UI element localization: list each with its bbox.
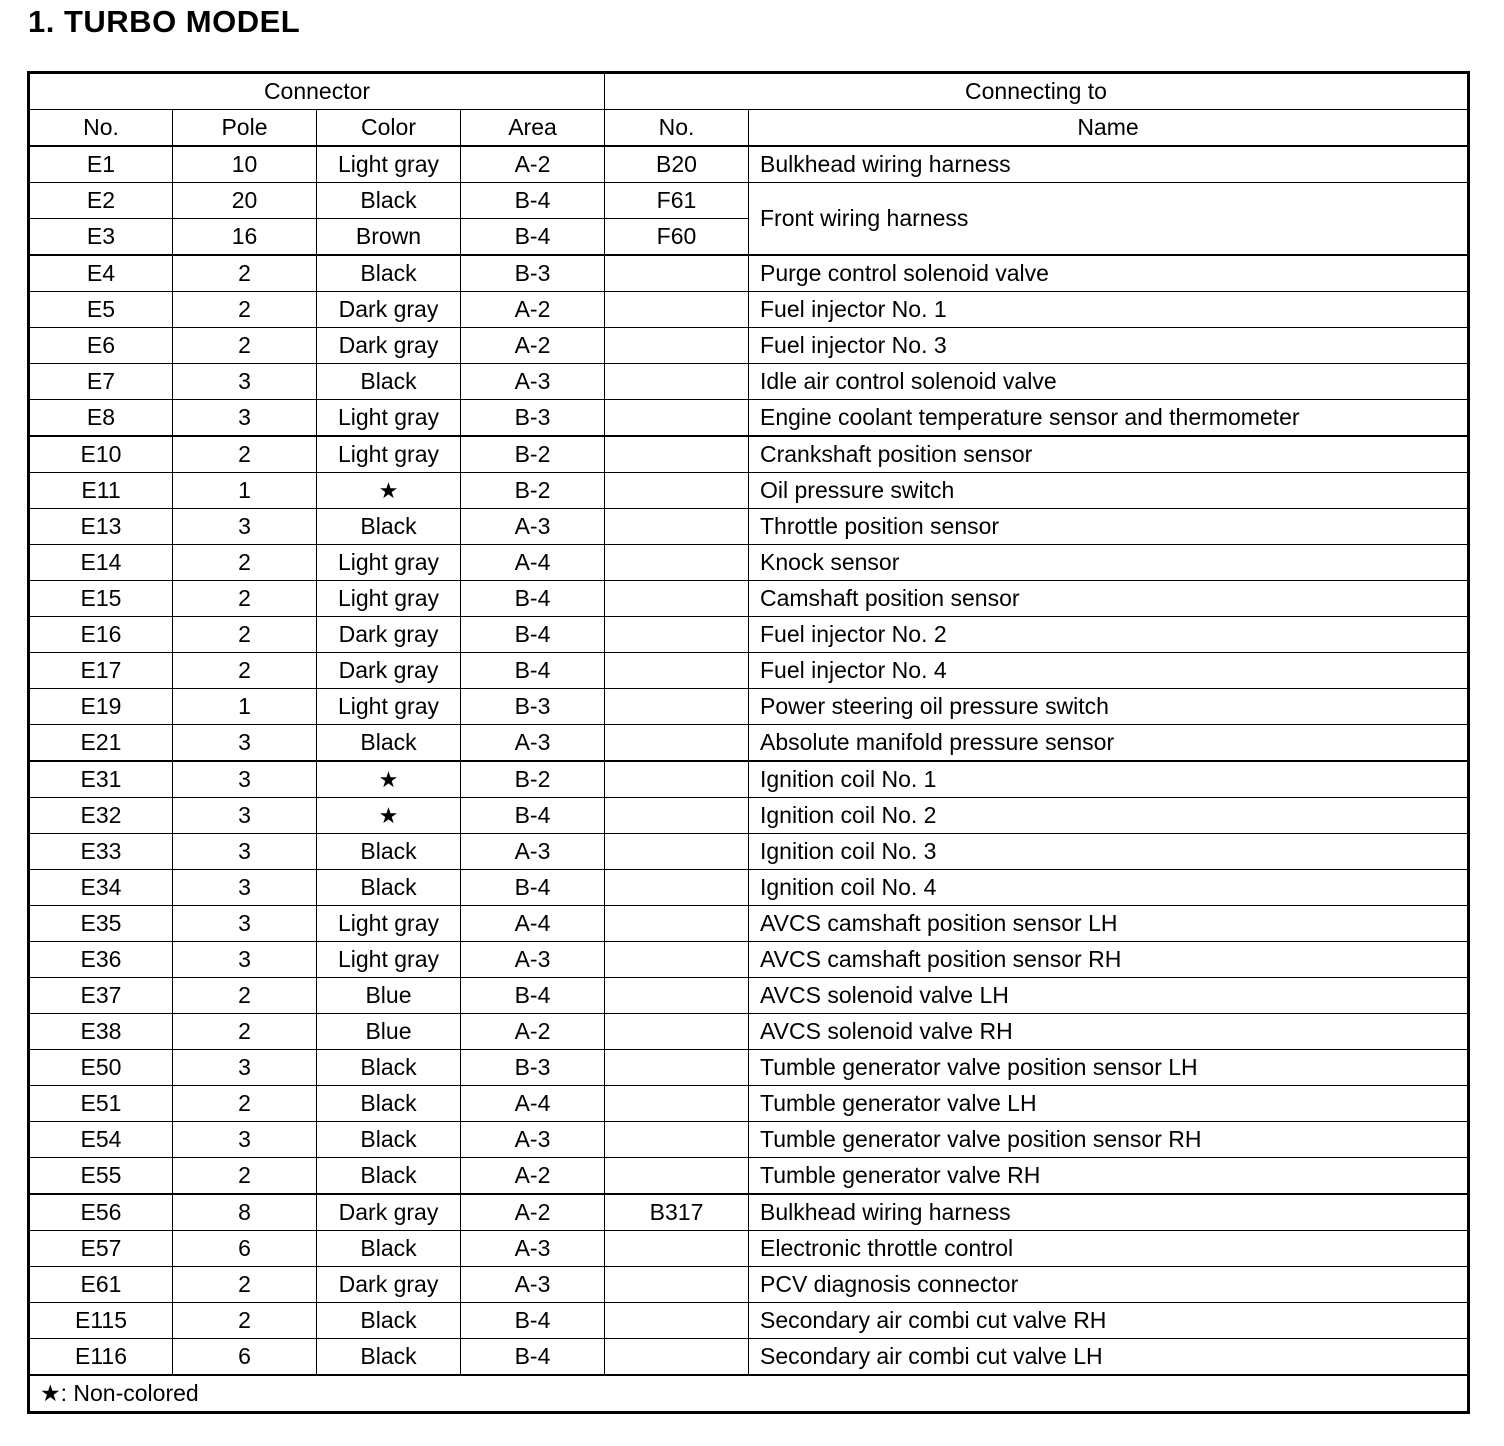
cell-area: B-4	[461, 870, 605, 906]
cell-area: A-2	[461, 292, 605, 328]
cell-no: E55	[29, 1158, 173, 1195]
cell-to-no	[605, 906, 749, 942]
cell-color: Light gray	[317, 400, 461, 437]
table-row	[29, 400, 1469, 437]
cell-to-no	[605, 1050, 749, 1086]
cell-area: A-4	[461, 906, 605, 942]
cell-to-no	[605, 364, 749, 400]
cell-area: B-3	[461, 255, 605, 292]
cell-name: Fuel injector No. 3	[749, 328, 1469, 364]
cell-area: A-3	[461, 834, 605, 870]
table-row	[29, 1339, 1469, 1376]
cell-to-no	[605, 942, 749, 978]
col-header-no: No.	[29, 110, 173, 147]
cell-no: E116	[29, 1339, 173, 1376]
table-body	[29, 146, 1469, 1375]
table-row	[29, 942, 1469, 978]
cell-pole: 2	[173, 581, 317, 617]
cell-no: E4	[29, 255, 173, 292]
cell-no: E115	[29, 1303, 173, 1339]
table-row	[29, 436, 1469, 473]
column-header-row	[29, 110, 1469, 147]
cell-name: Electronic throttle control	[749, 1231, 1469, 1267]
cell-no: E13	[29, 509, 173, 545]
cell-area: A-3	[461, 1267, 605, 1303]
table-row	[29, 1086, 1469, 1122]
table-row	[29, 1267, 1469, 1303]
cell-to-no	[605, 1339, 749, 1376]
table-row	[29, 725, 1469, 762]
cell-name: Engine coolant temperature sensor and thermometer	[749, 400, 1469, 437]
cell-pole: 6	[173, 1339, 317, 1376]
table-row	[29, 1194, 1469, 1231]
cell-pole: 10	[173, 146, 317, 183]
cell-color: Dark gray	[317, 617, 461, 653]
table-row	[29, 1158, 1469, 1195]
cell-name: Fuel injector No. 2	[749, 617, 1469, 653]
cell-name: Fuel injector No. 1	[749, 292, 1469, 328]
cell-to-no	[605, 1303, 749, 1339]
cell-area: A-4	[461, 1086, 605, 1122]
cell-color: Dark gray	[317, 292, 461, 328]
cell-to-no	[605, 1267, 749, 1303]
table-row	[29, 292, 1469, 328]
cell-color: Light gray	[317, 906, 461, 942]
connector-table	[27, 71, 1470, 1414]
cell-no: E14	[29, 545, 173, 581]
table-row	[29, 509, 1469, 545]
cell-to-no: F60	[605, 219, 749, 256]
cell-no: E19	[29, 689, 173, 725]
cell-area: A-2	[461, 146, 605, 183]
col-header-name: Name	[749, 110, 1469, 147]
cell-pole: 16	[173, 219, 317, 256]
cell-color: Black	[317, 1158, 461, 1195]
cell-area: B-4	[461, 1339, 605, 1376]
table-row	[29, 834, 1469, 870]
cell-to-no	[605, 545, 749, 581]
cell-area: A-2	[461, 328, 605, 364]
cell-area: B-4	[461, 798, 605, 834]
cell-to-no	[605, 978, 749, 1014]
cell-to-no	[605, 689, 749, 725]
cell-color: Black	[317, 509, 461, 545]
table-row	[29, 473, 1469, 509]
cell-no: E50	[29, 1050, 173, 1086]
cell-name: Ignition coil No. 4	[749, 870, 1469, 906]
table-row	[29, 870, 1469, 906]
cell-color: Dark gray	[317, 1267, 461, 1303]
cell-name: PCV diagnosis connector	[749, 1267, 1469, 1303]
table-row	[29, 906, 1469, 942]
cell-name: Oil pressure switch	[749, 473, 1469, 509]
connecting-to-group-header: Connecting to	[605, 73, 1469, 110]
cell-to-no: F61	[605, 183, 749, 219]
cell-name: Bulkhead wiring harness	[749, 1194, 1469, 1231]
cell-name: Fuel injector No. 4	[749, 653, 1469, 689]
cell-area: B-4	[461, 653, 605, 689]
cell-to-no	[605, 473, 749, 509]
cell-pole: 1	[173, 473, 317, 509]
cell-pole: 3	[173, 400, 317, 437]
cell-color: Black	[317, 1086, 461, 1122]
cell-no: E34	[29, 870, 173, 906]
cell-to-no	[605, 617, 749, 653]
cell-to-no	[605, 436, 749, 473]
cell-area: B-2	[461, 473, 605, 509]
cell-area: A-3	[461, 725, 605, 762]
cell-pole: 2	[173, 255, 317, 292]
cell-name: AVCS camshaft position sensor LH	[749, 906, 1469, 942]
cell-to-no	[605, 400, 749, 437]
table-row	[29, 364, 1469, 400]
cell-color: Light gray	[317, 146, 461, 183]
cell-color: ★	[317, 798, 461, 834]
cell-name: Power steering oil pressure switch	[749, 689, 1469, 725]
cell-area: B-3	[461, 1050, 605, 1086]
cell-to-no	[605, 292, 749, 328]
cell-no: E35	[29, 906, 173, 942]
col-header-pole: Pole	[173, 110, 317, 147]
col-header-area: Area	[461, 110, 605, 147]
cell-name: Secondary air combi cut valve RH	[749, 1303, 1469, 1339]
cell-to-no	[605, 1086, 749, 1122]
cell-area: A-3	[461, 942, 605, 978]
cell-color: Black	[317, 834, 461, 870]
cell-name: Throttle position sensor	[749, 509, 1469, 545]
cell-pole: 8	[173, 1194, 317, 1231]
cell-area: B-2	[461, 761, 605, 798]
table-row	[29, 1122, 1469, 1158]
cell-color: Light gray	[317, 689, 461, 725]
cell-no: E54	[29, 1122, 173, 1158]
cell-pole: 3	[173, 1050, 317, 1086]
cell-no: E7	[29, 364, 173, 400]
cell-area: B-4	[461, 581, 605, 617]
cell-color: ★	[317, 761, 461, 798]
col-header-color: Color	[317, 110, 461, 147]
cell-to-no	[605, 1158, 749, 1195]
cell-no: E21	[29, 725, 173, 762]
cell-color: Black	[317, 183, 461, 219]
cell-area: A-3	[461, 509, 605, 545]
cell-no: E38	[29, 1014, 173, 1050]
table-row	[29, 1050, 1469, 1086]
cell-name: Secondary air combi cut valve LH	[749, 1339, 1469, 1376]
cell-to-no	[605, 581, 749, 617]
cell-name: Idle air control solenoid valve	[749, 364, 1469, 400]
cell-name: Front wiring harness	[749, 183, 1469, 256]
cell-name: Tumble generator valve RH	[749, 1158, 1469, 1195]
cell-pole: 2	[173, 1014, 317, 1050]
page-title: 1. TURBO MODEL	[28, 4, 301, 39]
cell-to-no	[605, 328, 749, 364]
table-row	[29, 653, 1469, 689]
cell-pole: 3	[173, 364, 317, 400]
cell-area: A-3	[461, 1231, 605, 1267]
cell-no: E10	[29, 436, 173, 473]
cell-no: E56	[29, 1194, 173, 1231]
table-row	[29, 689, 1469, 725]
cell-color: Black	[317, 1050, 461, 1086]
table-row	[29, 1303, 1469, 1339]
cell-color: Black	[317, 1122, 461, 1158]
cell-color: Light gray	[317, 545, 461, 581]
table-row	[29, 545, 1469, 581]
table-row	[29, 798, 1469, 834]
cell-no: E8	[29, 400, 173, 437]
cell-name: AVCS solenoid valve LH	[749, 978, 1469, 1014]
cell-area: B-4	[461, 1303, 605, 1339]
cell-pole: 3	[173, 798, 317, 834]
cell-name: AVCS solenoid valve RH	[749, 1014, 1469, 1050]
cell-pole: 3	[173, 725, 317, 762]
cell-pole: 2	[173, 1158, 317, 1195]
cell-color: Light gray	[317, 942, 461, 978]
cell-name: Ignition coil No. 1	[749, 761, 1469, 798]
cell-to-no	[605, 725, 749, 762]
cell-color: Brown	[317, 219, 461, 256]
connector-group-header: Connector	[29, 73, 605, 110]
table-row	[29, 617, 1469, 653]
cell-pole: 6	[173, 1231, 317, 1267]
cell-color: Light gray	[317, 436, 461, 473]
cell-color: Black	[317, 870, 461, 906]
cell-pole: 2	[173, 545, 317, 581]
cell-area: A-3	[461, 364, 605, 400]
cell-area: B-3	[461, 689, 605, 725]
cell-pole: 2	[173, 436, 317, 473]
cell-name: Knock sensor	[749, 545, 1469, 581]
cell-color: Black	[317, 1303, 461, 1339]
cell-to-no: B20	[605, 146, 749, 183]
table-row	[29, 1014, 1469, 1050]
cell-no: E5	[29, 292, 173, 328]
cell-to-no	[605, 653, 749, 689]
table-row	[29, 146, 1469, 183]
cell-pole: 2	[173, 292, 317, 328]
cell-pole: 3	[173, 509, 317, 545]
cell-no: E36	[29, 942, 173, 978]
table-row	[29, 183, 1469, 219]
cell-color: Black	[317, 725, 461, 762]
cell-area: B-4	[461, 978, 605, 1014]
cell-no: E61	[29, 1267, 173, 1303]
cell-color: Dark gray	[317, 328, 461, 364]
cell-area: A-2	[461, 1194, 605, 1231]
cell-pole: 2	[173, 328, 317, 364]
cell-name: Ignition coil No. 3	[749, 834, 1469, 870]
cell-color: Black	[317, 1231, 461, 1267]
cell-to-no	[605, 870, 749, 906]
cell-color: Light gray	[317, 581, 461, 617]
cell-no: E15	[29, 581, 173, 617]
table-row	[29, 1231, 1469, 1267]
footnote-row	[29, 1375, 1469, 1413]
cell-name: Tumble generator valve position sensor RH	[749, 1122, 1469, 1158]
group-header-row	[29, 73, 1469, 110]
cell-color: ★	[317, 473, 461, 509]
cell-to-no	[605, 1122, 749, 1158]
cell-area: B-4	[461, 219, 605, 256]
cell-no: E6	[29, 328, 173, 364]
cell-no: E11	[29, 473, 173, 509]
cell-no: E33	[29, 834, 173, 870]
cell-area: B-3	[461, 400, 605, 437]
cell-area: A-4	[461, 545, 605, 581]
cell-name: Ignition coil No. 2	[749, 798, 1469, 834]
col-header-to-no: No.	[605, 110, 749, 147]
table-row	[29, 761, 1469, 798]
cell-name: Camshaft position sensor	[749, 581, 1469, 617]
cell-area: B-4	[461, 617, 605, 653]
cell-area: A-2	[461, 1014, 605, 1050]
cell-no: E16	[29, 617, 173, 653]
cell-pole: 1	[173, 689, 317, 725]
cell-no: E32	[29, 798, 173, 834]
cell-pole: 20	[173, 183, 317, 219]
cell-to-no	[605, 834, 749, 870]
cell-no: E37	[29, 978, 173, 1014]
cell-pole: 2	[173, 617, 317, 653]
cell-area: B-2	[461, 436, 605, 473]
cell-to-no	[605, 761, 749, 798]
cell-area: A-3	[461, 1122, 605, 1158]
cell-to-no	[605, 1231, 749, 1267]
cell-color: Black	[317, 255, 461, 292]
cell-area: B-4	[461, 183, 605, 219]
cell-pole: 3	[173, 1122, 317, 1158]
cell-no: E17	[29, 653, 173, 689]
cell-area: A-2	[461, 1158, 605, 1195]
cell-to-no	[605, 1014, 749, 1050]
table-row	[29, 328, 1469, 364]
cell-color: Dark gray	[317, 653, 461, 689]
cell-name: AVCS camshaft position sensor RH	[749, 942, 1469, 978]
cell-name: Purge control solenoid valve	[749, 255, 1469, 292]
cell-color: Black	[317, 364, 461, 400]
cell-pole: 2	[173, 1086, 317, 1122]
cell-pole: 3	[173, 870, 317, 906]
table-row	[29, 978, 1469, 1014]
cell-to-no	[605, 509, 749, 545]
cell-pole: 2	[173, 653, 317, 689]
cell-name: Bulkhead wiring harness	[749, 146, 1469, 183]
cell-color: Black	[317, 1339, 461, 1376]
cell-color: Dark gray	[317, 1194, 461, 1231]
cell-name: Tumble generator valve position sensor LH	[749, 1050, 1469, 1086]
cell-no: E57	[29, 1231, 173, 1267]
cell-name: Absolute manifold pressure sensor	[749, 725, 1469, 762]
cell-pole: 3	[173, 761, 317, 798]
table-row	[29, 581, 1469, 617]
footnote: ★: Non-colored	[29, 1375, 1469, 1413]
cell-to-no	[605, 798, 749, 834]
cell-to-no: B317	[605, 1194, 749, 1231]
cell-no: E31	[29, 761, 173, 798]
cell-name: Crankshaft position sensor	[749, 436, 1469, 473]
cell-pole: 2	[173, 1267, 317, 1303]
cell-pole: 3	[173, 906, 317, 942]
cell-no: E51	[29, 1086, 173, 1122]
cell-no: E1	[29, 146, 173, 183]
table-row	[29, 255, 1469, 292]
cell-pole: 3	[173, 834, 317, 870]
cell-no: E3	[29, 219, 173, 256]
cell-to-no	[605, 255, 749, 292]
cell-no: E2	[29, 183, 173, 219]
cell-pole: 3	[173, 942, 317, 978]
cell-name: Tumble generator valve LH	[749, 1086, 1469, 1122]
cell-color: Blue	[317, 1014, 461, 1050]
cell-pole: 2	[173, 1303, 317, 1339]
cell-pole: 2	[173, 978, 317, 1014]
cell-color: Blue	[317, 978, 461, 1014]
